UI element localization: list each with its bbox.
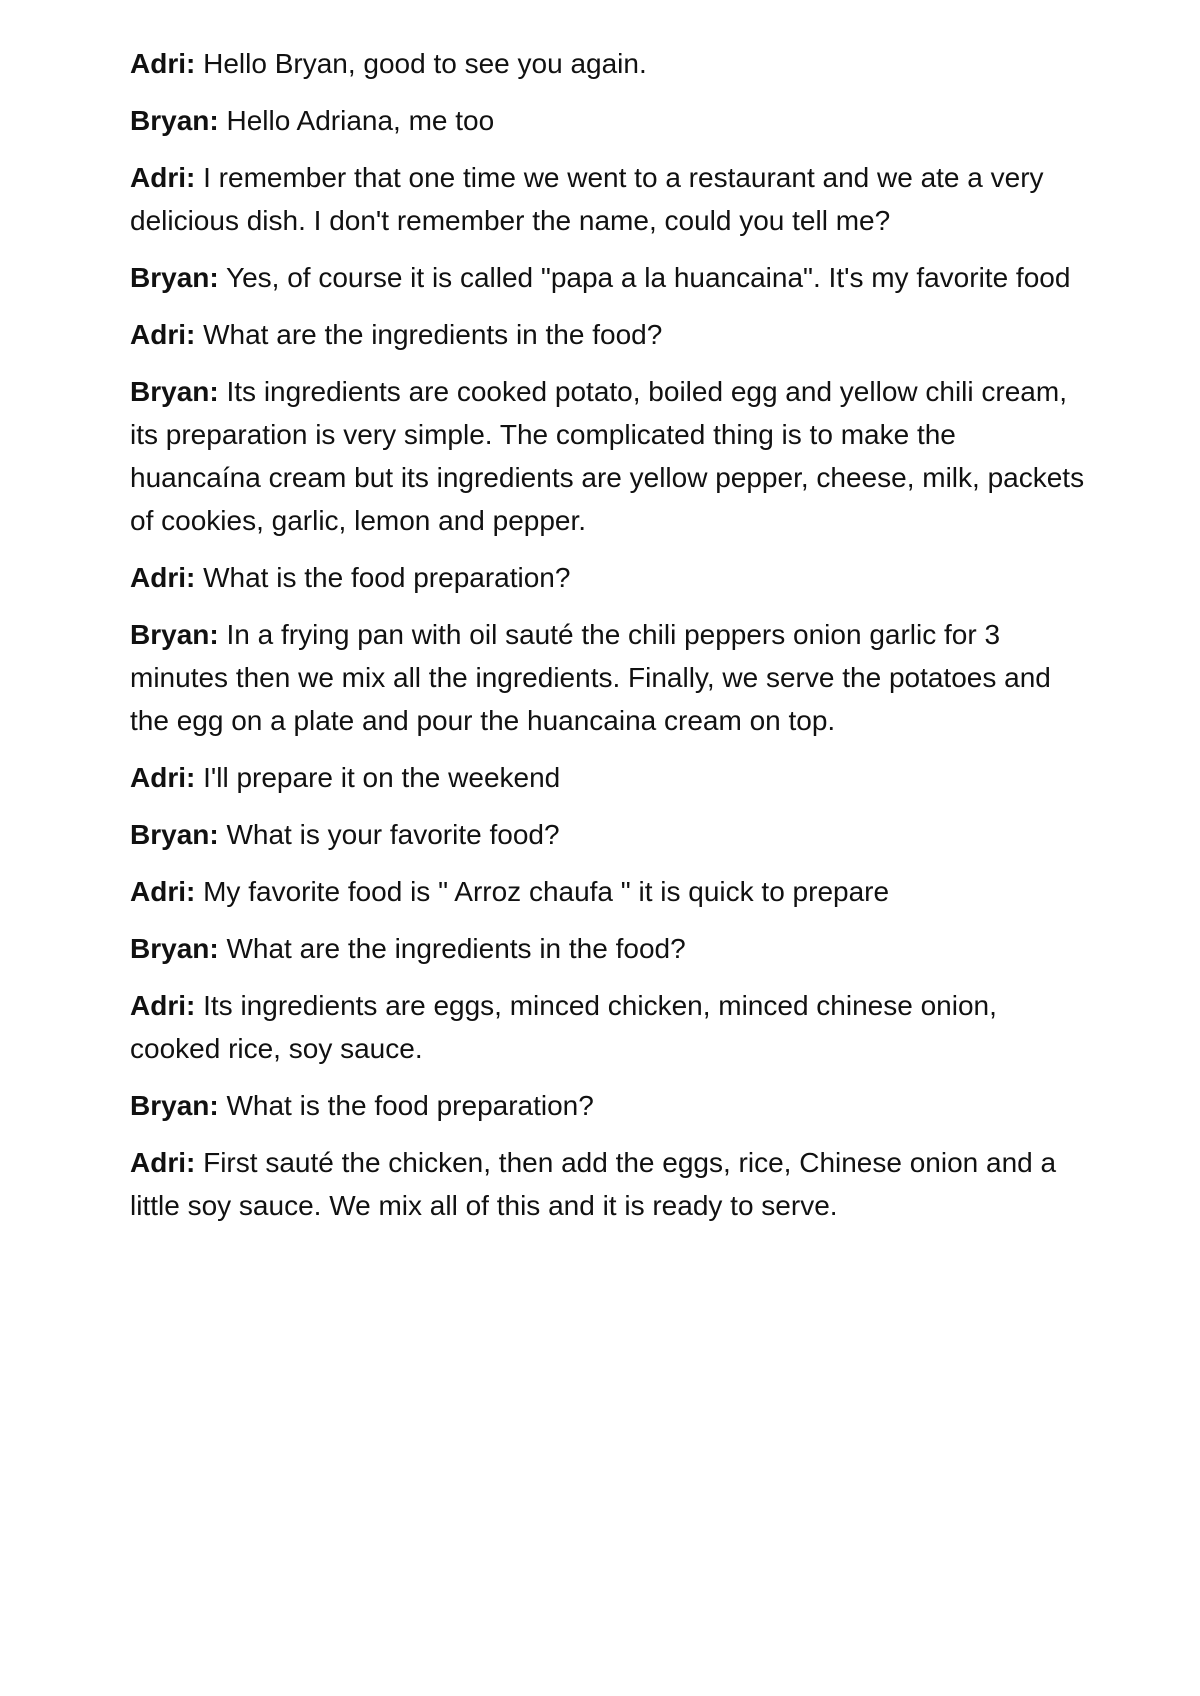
- dialogue-line: [130, 613, 1090, 742]
- dialogue-line: [130, 870, 1090, 913]
- line-text: Its ingredients are eggs, minced chicken, minced chinese onion, cooked rice, soy sauce.: [130, 990, 997, 1064]
- speaker-name: Bryan:: [130, 105, 219, 136]
- line-text: Hello Adriana, me too: [226, 105, 495, 136]
- dialogue-line: [130, 370, 1090, 542]
- line-text: I remember that one time we went to a restaurant and we ate a very delicious dish. I don't remember the name, could you tell me?: [130, 162, 1044, 236]
- speaker-name: Bryan:: [130, 376, 219, 407]
- speaker-name: Bryan:: [130, 262, 219, 293]
- line-text: My favorite food is " Arroz chaufa " it is quick to prepare: [203, 876, 890, 907]
- speaker-name: Adri:: [130, 48, 196, 79]
- dialogue-document: [130, 42, 1090, 1241]
- line-text: What is the food preparation?: [226, 1090, 594, 1121]
- dialogue-line: [130, 313, 1090, 356]
- speaker-name: Adri:: [130, 990, 196, 1021]
- dialogue-line: [130, 99, 1090, 142]
- line-text: First sauté the chicken, then add the eggs, rice, Chinese onion and a little soy sauce. We mix all of this and it is ready to serve.: [130, 1147, 1057, 1221]
- dialogue-line: [130, 756, 1090, 799]
- line-text: What is the food preparation?: [203, 562, 571, 593]
- dialogue-line: [130, 984, 1090, 1070]
- speaker-name: Adri:: [130, 762, 196, 793]
- line-text: What are the ingredients in the food?: [203, 319, 663, 350]
- line-text: Its ingredients are cooked potato, boiled egg and yellow chili cream, its preparation is very simple. The complicated thing is to make the huancaína cream but its ingredients are yellow pepper, cheese, milk, packets of cookies, garlic, lemon and pepper.: [130, 376, 1085, 536]
- line-text: Yes, of course it is called "papa a la huancaina". It's my favorite food: [225, 262, 1071, 293]
- speaker-name: Adri:: [130, 1147, 196, 1178]
- line-text: What is your favorite food?: [226, 819, 560, 850]
- dialogue-line: [130, 256, 1090, 299]
- speaker-name: Adri:: [130, 562, 196, 593]
- speaker-name: Bryan:: [130, 619, 219, 650]
- line-text: What are the ingredients in the food?: [226, 933, 686, 964]
- speaker-name: Bryan:: [130, 1090, 219, 1121]
- dialogue-line: [130, 813, 1090, 856]
- speaker-name: Adri:: [130, 319, 196, 350]
- line-text: Hello Bryan, good to see you again.: [203, 48, 647, 79]
- line-text: I'll prepare it on the weekend: [203, 762, 561, 793]
- speaker-name: Adri:: [130, 162, 196, 193]
- dialogue-line: [130, 42, 1090, 85]
- speaker-name: Bryan:: [130, 819, 219, 850]
- speaker-name: Adri:: [130, 876, 196, 907]
- dialogue-line: [130, 556, 1090, 599]
- line-text: In a frying pan with oil sauté the chili peppers onion garlic for 3 minutes then we mix all the ingredients. Finally, we serve the potatoes and the egg on a plate and pour the huancaina cream on top.: [130, 619, 1051, 736]
- dialogue-line: [130, 1084, 1090, 1127]
- dialogue-line: [130, 927, 1090, 970]
- dialogue-line: [130, 1141, 1090, 1227]
- dialogue-line: [130, 156, 1090, 242]
- speaker-name: Bryan:: [130, 933, 219, 964]
